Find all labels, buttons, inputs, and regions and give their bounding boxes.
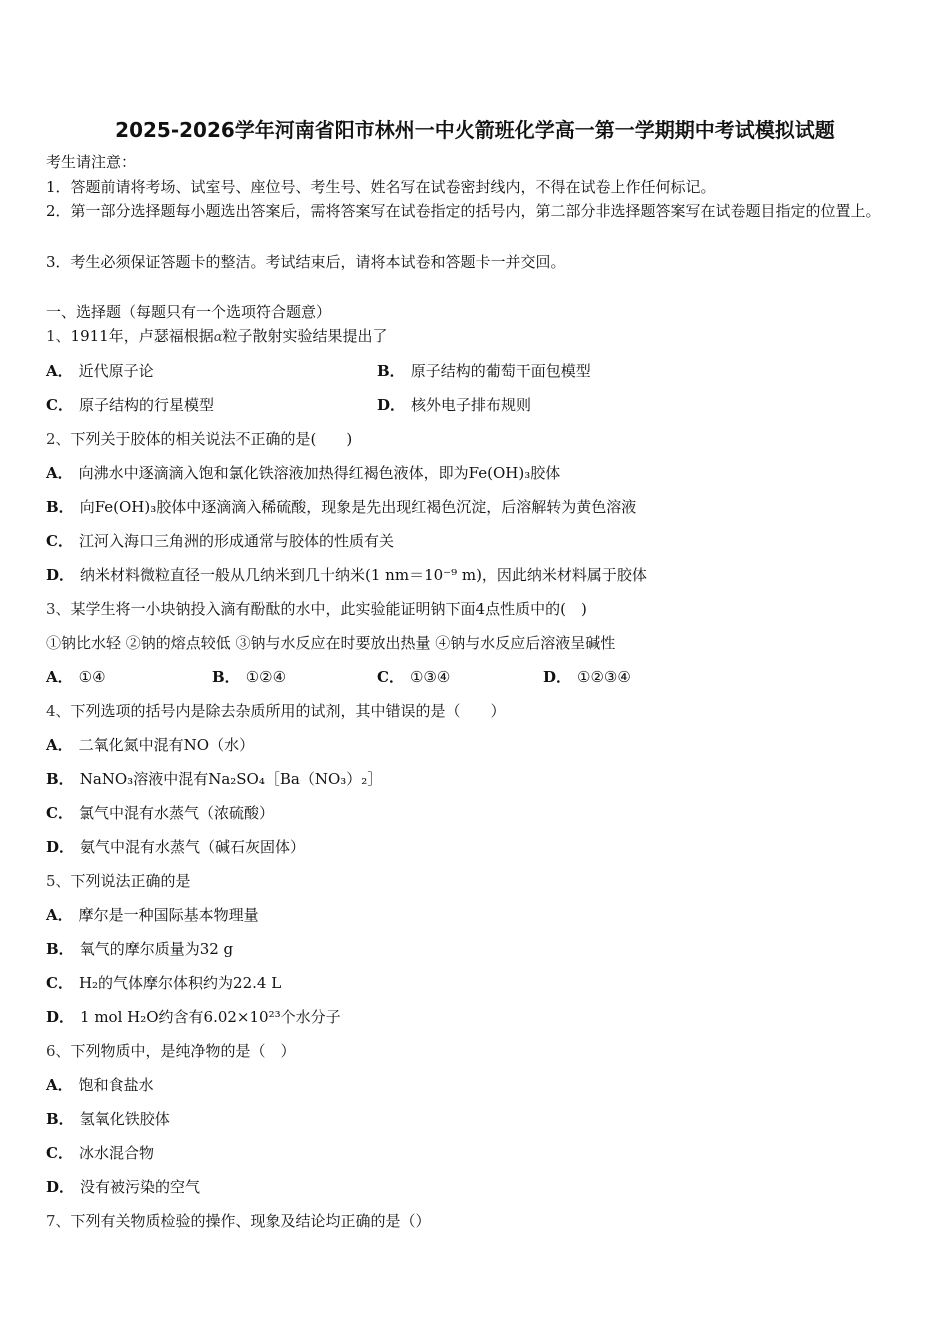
- q2-option-a: A． 向沸水中逐滴滴入饱和氯化铁溶液加热得红褐色液体，即为Fe(OH)₃胶体: [46, 464, 561, 482]
- notice-item-2: 2．第一部分选择题每小题选出答案后，需将答案写在试卷指定的括号内，第二部分非选择题答案写在试卷题目指定的位置上。: [46, 202, 881, 220]
- q4-option-a: A． 二氧化氮中混有NO（水）: [46, 736, 255, 754]
- q5-option-a: A． 摩尔是一种国际基本物理量: [46, 906, 259, 924]
- q6-option-b: B． 氢氧化铁胶体: [46, 1110, 170, 1128]
- q6-option-a: A． 饱和食盐水: [46, 1076, 154, 1094]
- question-3: 3、某学生将一小块钠投入滴有酚酞的水中，此实验能证明钠下面4点性质中的( ): [46, 600, 587, 618]
- q3-option-a: A． ①④: [46, 668, 106, 686]
- q2-option-c: C． 江河入海口三角洲的形成通常与胶体的性质有关: [46, 532, 394, 550]
- question-1: [46, 326, 388, 348]
- notice-item-1: 1．答题前请将考场、试室号、座位号、考生号、姓名写在试卷密封线内，不得在试卷上作任何标记。: [46, 178, 716, 196]
- q1-option-c: C． 原子结构的行星模型: [46, 396, 214, 414]
- q6-option-c: C． 冰水混合物: [46, 1144, 154, 1162]
- q4-option-d: D． 氨气中混有水蒸气（碱石灰固体）: [46, 838, 306, 856]
- alpha-symbol: α: [213, 330, 223, 345]
- q3-properties: ①钠比水轻 ②钠的熔点较低 ③钠与水反应在时要放出热量 ④钠与水反应后溶液呈碱性: [46, 634, 616, 652]
- q6-option-d: D． 没有被污染的空气: [46, 1178, 201, 1196]
- question-4: 4、下列选项的括号内是除去杂质所用的试剂，其中错误的是（ ）: [46, 702, 506, 720]
- q1-option-d: D． 核外电子排布规则: [377, 396, 532, 414]
- q1-option-b: B． 原子结构的葡萄干面包模型: [377, 362, 591, 380]
- question-stem-part: 粒子散射实验结果提出了: [222, 327, 388, 345]
- section-heading: 一、选择题（每题只有一个选项符合题意）: [46, 303, 332, 321]
- page-title: 2025-2026学年河南省阳市林州一中火箭班化学高一第一学期期中考试模拟试题: [115, 118, 835, 142]
- q5-option-d: D． 1 mol H₂O约含有6.02×10²³个水分子: [46, 1008, 341, 1026]
- q5-option-b: B． 氧气的摩尔质量为32 g: [46, 940, 234, 958]
- question-5: 5、下列说法正确的是: [46, 872, 191, 890]
- q5-option-c: C． H₂的气体摩尔体积约为22.4 L: [46, 974, 282, 992]
- q2-option-d: D． 纳米材料微粒直径一般从几纳米到几十纳米(1 nm＝10⁻⁹ m)，因此纳米材料属于胶体: [46, 566, 647, 584]
- q2-option-b: B． 向Fe(OH)₃胶体中逐滴滴入稀硫酸，现象是先出现红褐色沉淀，后溶解转为黄色溶液: [46, 498, 637, 516]
- question-2: 2、下列关于胶体的相关说法不正确的是( ): [46, 430, 353, 448]
- q4-option-c: C． 氯气中混有水蒸气（浓硫酸）: [46, 804, 274, 822]
- notice-item-3: 3．考生必须保证答题卡的整洁。考试结束后，请将本试卷和答题卡一并交回。: [46, 253, 566, 271]
- question-6: 6、下列物质中，是纯净物的是（ ）: [46, 1042, 296, 1060]
- question-number: 1、: [46, 327, 71, 345]
- q3-option-b: B． ①②④: [212, 668, 287, 686]
- q3-option-c: C． ①③④: [377, 668, 451, 686]
- question-stem-part: 1911年，卢瑟福根据: [70, 327, 214, 345]
- notice-heading: 考生请注意：: [46, 153, 137, 171]
- q3-option-d: D． ①②③④: [543, 668, 631, 686]
- question-7: 7、下列有关物质检验的操作、现象及结论均正确的是（）: [46, 1212, 431, 1230]
- q4-option-b: B． NaNO₃溶液中混有Na₂SO₄［Ba（NO₃）₂］: [46, 770, 383, 788]
- q1-option-a: A． 近代原子论: [46, 362, 154, 380]
